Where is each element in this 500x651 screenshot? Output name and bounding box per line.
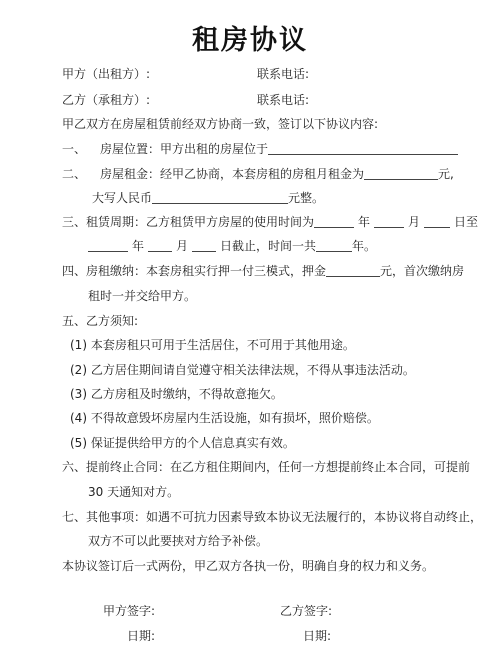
clause-6: 六、提前终止合同：在乙方租住期间内，任何一方想提前终止本合同，可提前 [62,460,471,474]
clause-2 [62,166,454,182]
clause-5-item: (1) 本套房租只可用于生活居住，不可用于其他用途。 [70,338,355,352]
start-day-blank[interactable] [424,215,450,228]
clause-5-item: (5) 保证提供给甲方的个人信息真实有效。 [70,436,295,450]
start-year-blank[interactable] [314,215,354,228]
clause-1-number: 一、 [62,142,87,156]
clause-2-text: 房屋租金：经甲乙协商，本套房租的房租月租金为 [100,167,365,181]
clause-5-item: (4) 不得故意毁坏房屋内生活设施，如有损坏，照价赔偿。 [70,411,379,425]
clause-2-number: 二、 [62,167,87,181]
clause-5-item: (3) 乙方房租及时缴纳，不得故意拖欠。 [70,387,283,401]
clause-2-unit-2: 元整。 [288,191,325,205]
rent-blank[interactable] [364,167,438,180]
party-b-signature-label: 乙方签字: [280,604,333,618]
end-month-label: 月 [176,239,189,253]
duration-blank[interactable] [316,239,352,252]
clause-2-line-2 [92,190,324,206]
clause-5-heading: 五、乙方须知: [62,314,139,328]
clause-2-unit: 元, [438,167,454,181]
party-b-date-label: 日期: [303,629,332,643]
party-b-label: 乙方（承租方）: [62,93,151,107]
start-month-blank[interactable] [374,215,404,228]
location-blank[interactable] [268,142,458,155]
clause-5-item: (2) 乙方居住期间请自觉遵守相关法律法规，不得从事违法活动。 [70,363,415,377]
rent-uppercase-blank[interactable] [152,191,288,204]
years-label: 年。 [352,239,377,253]
clause-7-line-2: 双方不可以此要挟对方给予补偿。 [88,534,269,548]
clause-2-text-2: 大写人民币 [92,191,153,205]
year-label: 年 [358,215,371,229]
end-year-label: 年 [132,239,145,253]
end-month-blank[interactable] [148,239,172,252]
day-to-label: 日至 [454,215,479,229]
clause-6-line-2: 30 天通知对方。 [88,485,180,499]
clause-4-text: 四、房租缴纳：本套房租实行押一付三模式，押金 [62,264,327,278]
party-a-label: 甲方（出租方）: [62,67,151,81]
end-year-blank[interactable] [88,239,128,252]
party-b-phone-label: 联系电话: [257,93,310,107]
clause-4-unit: 元，首次缴纳房 [380,264,465,278]
end-day-blank[interactable] [192,239,216,252]
month-label: 月 [408,215,421,229]
clause-4 [62,263,464,279]
closing-text: 本协议签订后一式两份，甲乙双方各执一份，明确自身的权力和义务。 [62,559,435,573]
party-a-date-label: 日期: [127,629,156,643]
clause-3-line-2 [88,238,376,254]
clause-7: 七、其他事项：如遇不可抗力因素导致本协议无法履行的，本协议将自动终止， [62,510,483,524]
document-title: 租房协议 [192,25,308,56]
party-a-signature-label: 甲方签字: [103,604,156,618]
intro-text: 甲乙双方在房屋租赁前经双方协商一致，签订以下协议内容: [62,117,379,131]
deposit-blank[interactable] [326,264,380,277]
day-end-label: 日截止，时间一共 [220,239,317,253]
party-a-phone-label: 联系电话: [257,67,310,81]
clause-3-text: 三、租赁周期：乙方租赁甲方房屋的使用时间为 [62,215,315,229]
clause-4-line-2: 租时一并交给甲方。 [88,289,197,303]
clause-3 [62,214,478,230]
clause-1-text: 房屋位置：甲方出租的房屋位于 [100,142,269,156]
clause-1 [62,141,458,157]
